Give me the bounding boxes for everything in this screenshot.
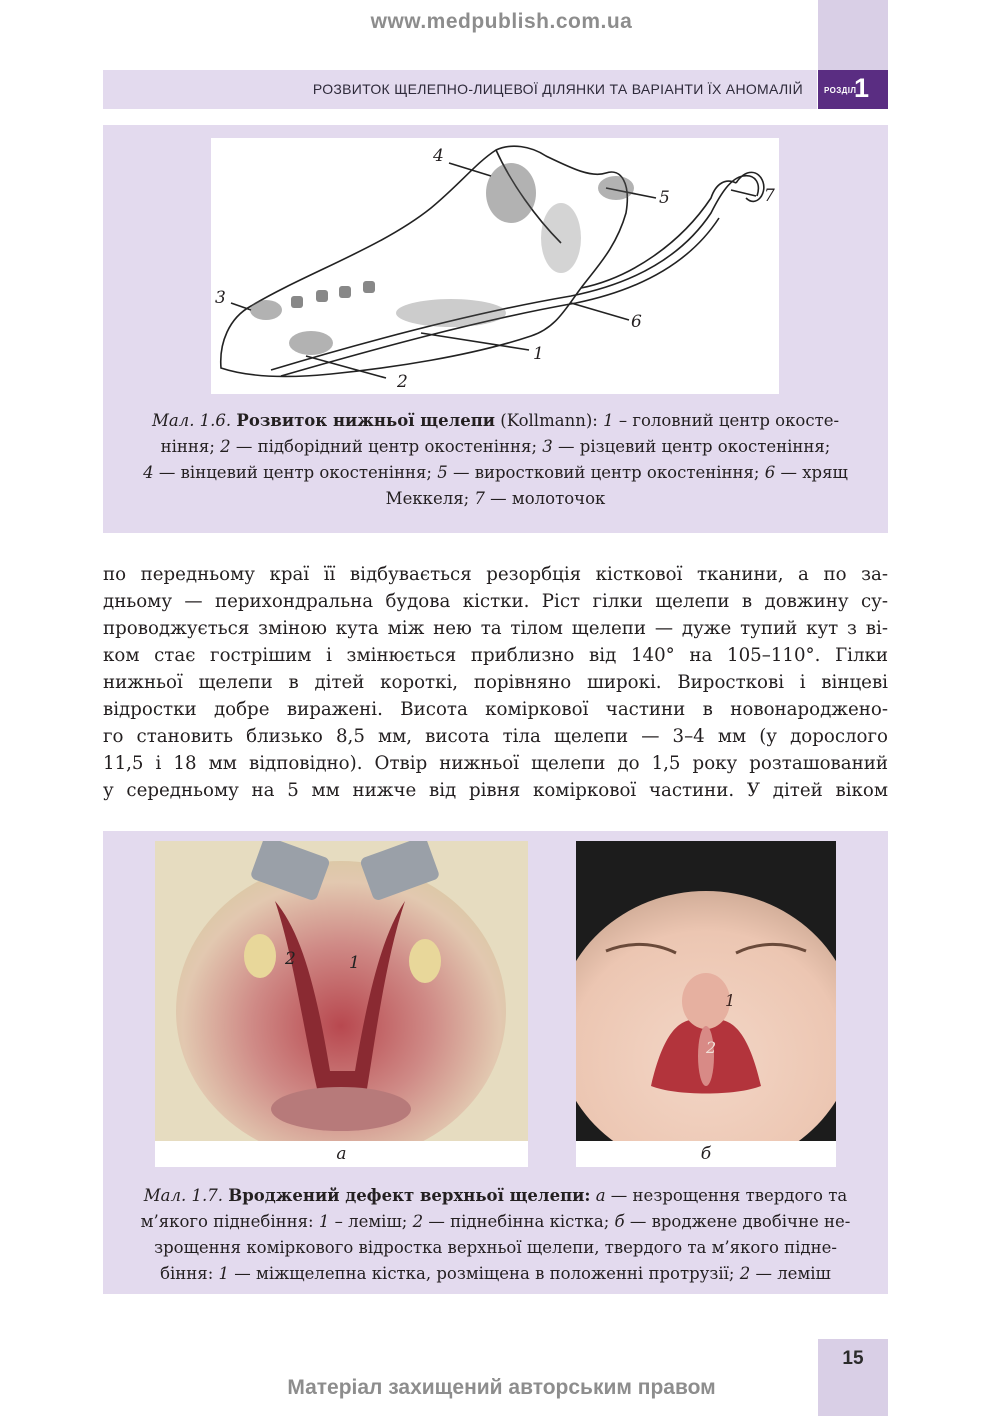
caption-num: 1 <box>318 1212 330 1231</box>
caption-num: б <box>614 1212 625 1231</box>
caption-text: — леміш <box>750 1264 831 1283</box>
caption-text: — підборідний центр окостеніння; <box>230 437 543 456</box>
body-paragraph <box>103 561 888 804</box>
body-line: нижньої щелепи в дітей короткі, порівняно широкі. Виросткові і вінцеві <box>103 672 888 693</box>
caption-line <box>103 1261 888 1287</box>
photo-a-image <box>155 841 528 1141</box>
body-line: проводжується зміною кута між нею та тілом щелепи — дуже тупий кут з ві- <box>103 618 888 639</box>
photo-b-image <box>576 841 836 1141</box>
caption-line <box>103 434 888 460</box>
caption-line <box>103 1183 888 1209</box>
body-line: по передньому краї її відбувається резорбція кісткової тканини, а по за- <box>103 564 888 585</box>
caption-num: 3 <box>542 437 553 456</box>
caption-line <box>103 1209 888 1235</box>
caption-text: – головний центр окосте- <box>613 411 840 430</box>
caption-num: 2 <box>220 437 231 456</box>
caption-prefix: Мал. 1.7. <box>143 1186 223 1205</box>
figure-1-6 <box>103 125 888 533</box>
caption-text: — хрящ <box>775 463 848 482</box>
body-line: 11,5 і 18 мм відповідно). Отвір нижньої щелепи до 1,5 року розташований <box>103 753 888 774</box>
caption-text: — вроджене двобічне не- <box>624 1212 851 1231</box>
caption-num: 4 <box>143 463 154 482</box>
photo-b-marker-1: 1 <box>725 991 736 1010</box>
photo-b-bilateral-cleft <box>576 841 836 1141</box>
label-6: 6 <box>631 312 642 332</box>
caption-text: м’якого піднебіння: <box>140 1212 319 1231</box>
caption-num: 1 <box>603 411 614 430</box>
watermark-bottom: Матеріал захищений авторським правом <box>287 1376 716 1399</box>
label-2: 2 <box>397 372 408 392</box>
caption-num: 5 <box>437 463 448 482</box>
photo-a-label: а <box>155 1141 528 1167</box>
label-5: 5 <box>659 188 670 208</box>
caption-text: — різцевий центр окостеніння; <box>552 437 831 456</box>
caption-text: — виростковий центр окостеніння; <box>447 463 765 482</box>
caption-num: 6 <box>764 463 776 482</box>
caption-text: – леміш; <box>329 1212 413 1231</box>
label-3: 3 <box>215 288 226 308</box>
caption-text: — молоточок <box>484 489 606 508</box>
body-line: го становить близько 8,5 мм, висота тіла щелепи — 3–4 мм (у дорослого <box>103 726 888 747</box>
caption-line <box>103 486 888 512</box>
label-1: 1 <box>533 344 544 364</box>
body-line: дньому — перихондральна будова кістки. Ріст гілки щелепи в довжину су- <box>103 591 888 612</box>
caption-text: біння: <box>160 1264 219 1283</box>
body-line: у середньому на 5 мм нижче від рівня коміркової частини. У дітей віком <box>103 780 888 801</box>
caption-text: — вінцевий центр окостеніння; <box>153 463 438 482</box>
body-line: ком стає гострішим і змінюється приблизно від 140° на 105–110°. Гілки <box>103 645 888 666</box>
caption-num: а <box>590 1186 606 1205</box>
mandible-illustration <box>211 138 779 394</box>
figure-1-7 <box>103 831 888 1294</box>
caption-line <box>103 1235 888 1261</box>
photo-a-marker-2: 2 <box>285 949 296 969</box>
caption-line <box>103 408 888 434</box>
caption-text: Меккеля; <box>385 489 475 508</box>
photo-a-cleft-palate <box>155 841 528 1141</box>
photo-b-marker-2: 2 <box>706 1038 717 1057</box>
photo-a-marker-1: 1 <box>349 953 360 973</box>
body-line: відростки добре виражені. Висота коміркової частини в новонароджено- <box>103 699 888 720</box>
caption-text: — піднебінна кістка; <box>423 1212 615 1231</box>
caption-title: Вроджений дефект верхньої щелепи: <box>228 1186 591 1205</box>
caption-line <box>103 460 888 486</box>
mandible-drawing <box>211 138 779 394</box>
label-7: 7 <box>764 186 775 206</box>
label-4: 4 <box>433 146 444 166</box>
caption-text: — міжщелепна кістка, розміщена в положенні протрузії; <box>229 1264 740 1283</box>
caption-num: 7 <box>474 489 485 508</box>
chapter-tab <box>818 70 888 109</box>
caption-text: (Kollmann): <box>495 411 604 430</box>
caption-text: — незрощення твердого та <box>605 1186 848 1205</box>
caption-num: 2 <box>739 1264 751 1283</box>
watermark-top: www.medpublish.com.ua <box>370 10 633 33</box>
chapter-word: РОЗДІЛ <box>824 86 857 95</box>
caption-prefix: Мал. 1.6. <box>151 411 232 430</box>
figure-1-7-caption <box>103 1183 888 1287</box>
side-strip <box>818 0 888 70</box>
photo-b-label: б <box>576 1141 836 1167</box>
caption-text: ніння; <box>160 437 221 456</box>
figure-1-6-caption <box>103 408 888 512</box>
chapter-number: 1 <box>854 73 870 103</box>
caption-title: Розвиток нижньої щелепи <box>236 411 496 430</box>
caption-num: 1 <box>218 1264 230 1283</box>
running-title: РОЗВИТОК ЩЕЛЕПНО-ЛИЦЕВОЇ ДІЛЯНКИ ТА ВАРІАНТИ ЇХ АНОМАЛІЙ <box>312 81 803 97</box>
caption-text: зрощення коміркового відростка верхньої щелепи, твердого та м’якого підне- <box>154 1238 837 1257</box>
page-number: 15 <box>842 1348 864 1369</box>
caption-num: 2 <box>412 1212 424 1231</box>
running-header <box>103 70 817 109</box>
